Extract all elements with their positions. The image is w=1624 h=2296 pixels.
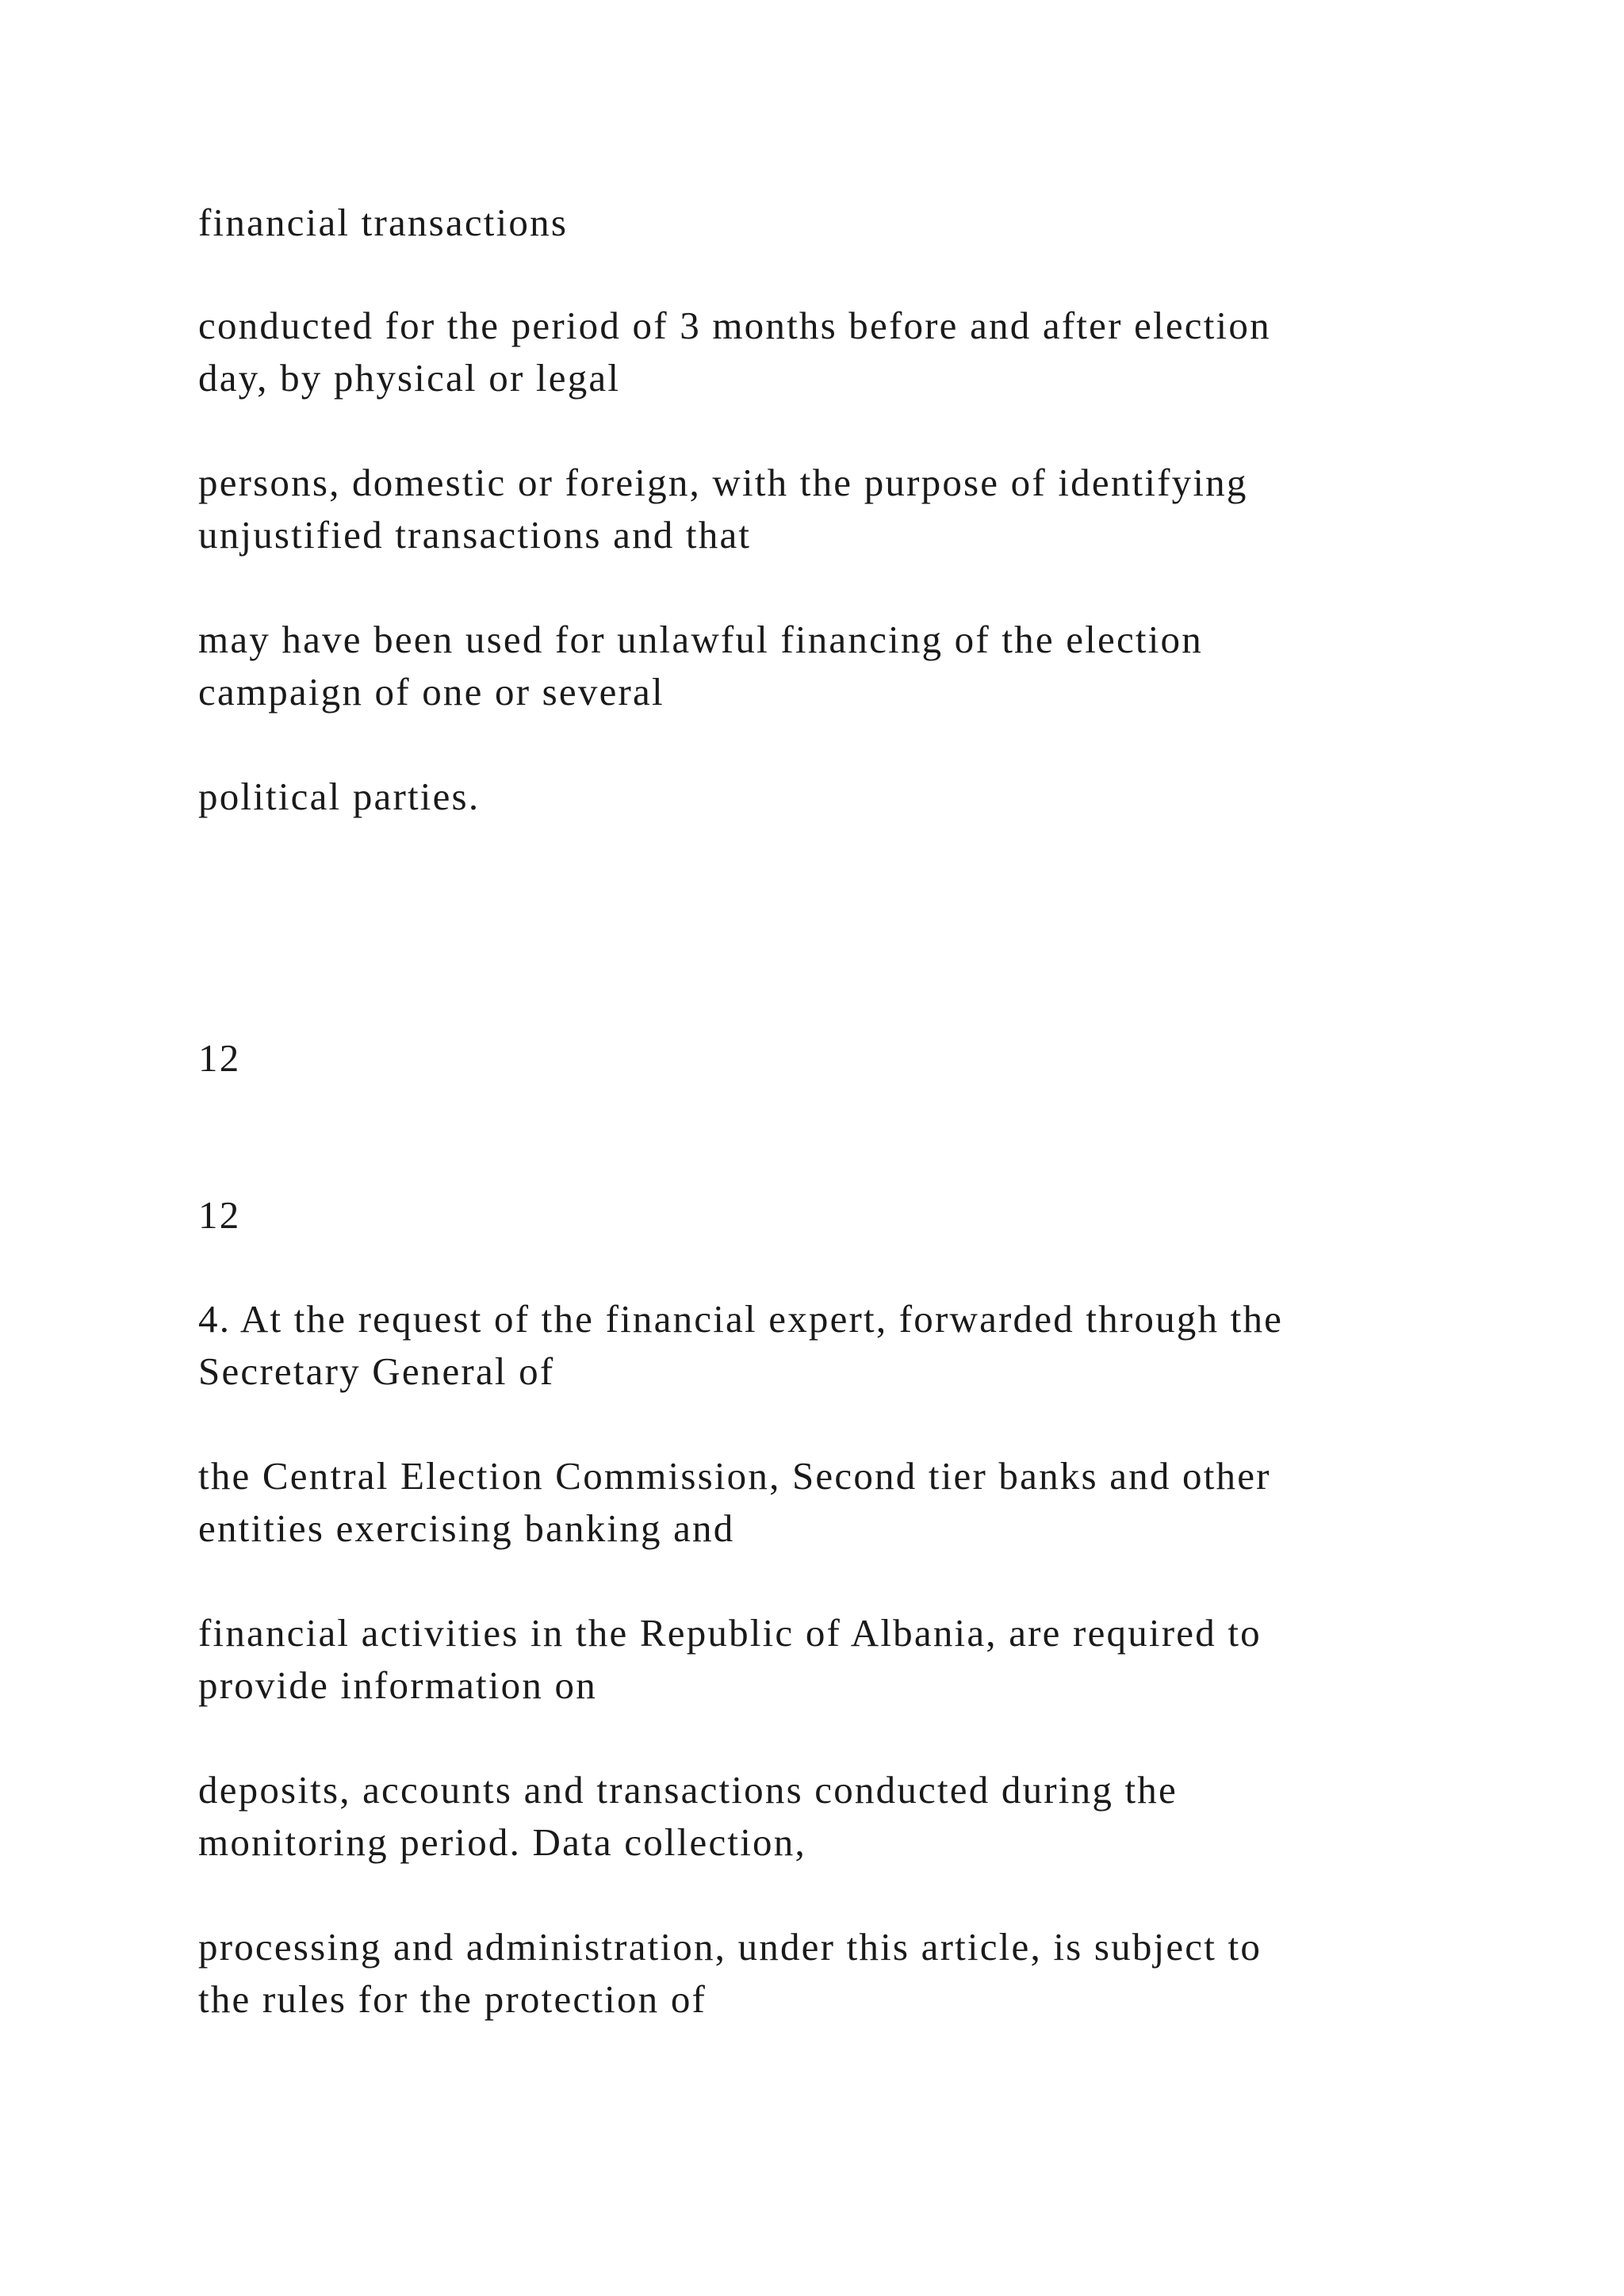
page-number-marker [198,1189,240,1242]
text-line: provide information on [198,1663,597,1707]
text-line: processing and administration, under this article, is subject to [198,1925,1262,1969]
paragraph-political-parties [198,771,480,823]
text-line: conducted for the period of 3 months before and after election [198,304,1271,347]
text-line: entities exercising banking and [198,1506,735,1550]
text-line: monitoring period. Data collection, [198,1820,806,1864]
text-line: campaign of one or several [198,670,665,714]
paragraph-conducted-period [198,300,1271,404]
text-line: 12 [198,1036,241,1080]
text-line: unjustified transactions and that [198,513,752,557]
text-line: the Central Election Commission, Second tier banks and other [198,1454,1271,1498]
paragraph-unlawful-financing [198,614,1203,718]
text-line: may have been used for unlawful financing of the election [198,618,1203,661]
paragraph-persons-domestic [198,457,1248,561]
paragraph-financial-transactions [198,197,568,249]
text-line: the rules for the protection of [198,1977,707,2021]
text-line: persons, domestic or foreign, with the purpose of identifying [198,461,1248,504]
text-line: political parties. [198,775,481,818]
text-line: day, by physical or legal [198,356,621,400]
text-line: financial activities in the Republic of Albania, are required to [198,1611,1262,1655]
paragraph-processing-administration [198,1921,1262,2026]
paragraph-deposits-accounts [198,1764,1178,1869]
page-number-marker [198,1032,240,1085]
text-line: 4. At the request of the financial expert, forwarded through the [198,1297,1284,1341]
text-line: 12 [198,1193,241,1237]
paragraph-central-election-commission [198,1450,1271,1555]
text-line: Secretary General of [198,1349,555,1393]
text-line: financial transactions [198,201,569,244]
paragraph-request-financial-expert [198,1293,1283,1398]
paragraph-financial-activities [198,1607,1262,1712]
text-line: deposits, accounts and transactions conducted during the [198,1768,1178,1812]
